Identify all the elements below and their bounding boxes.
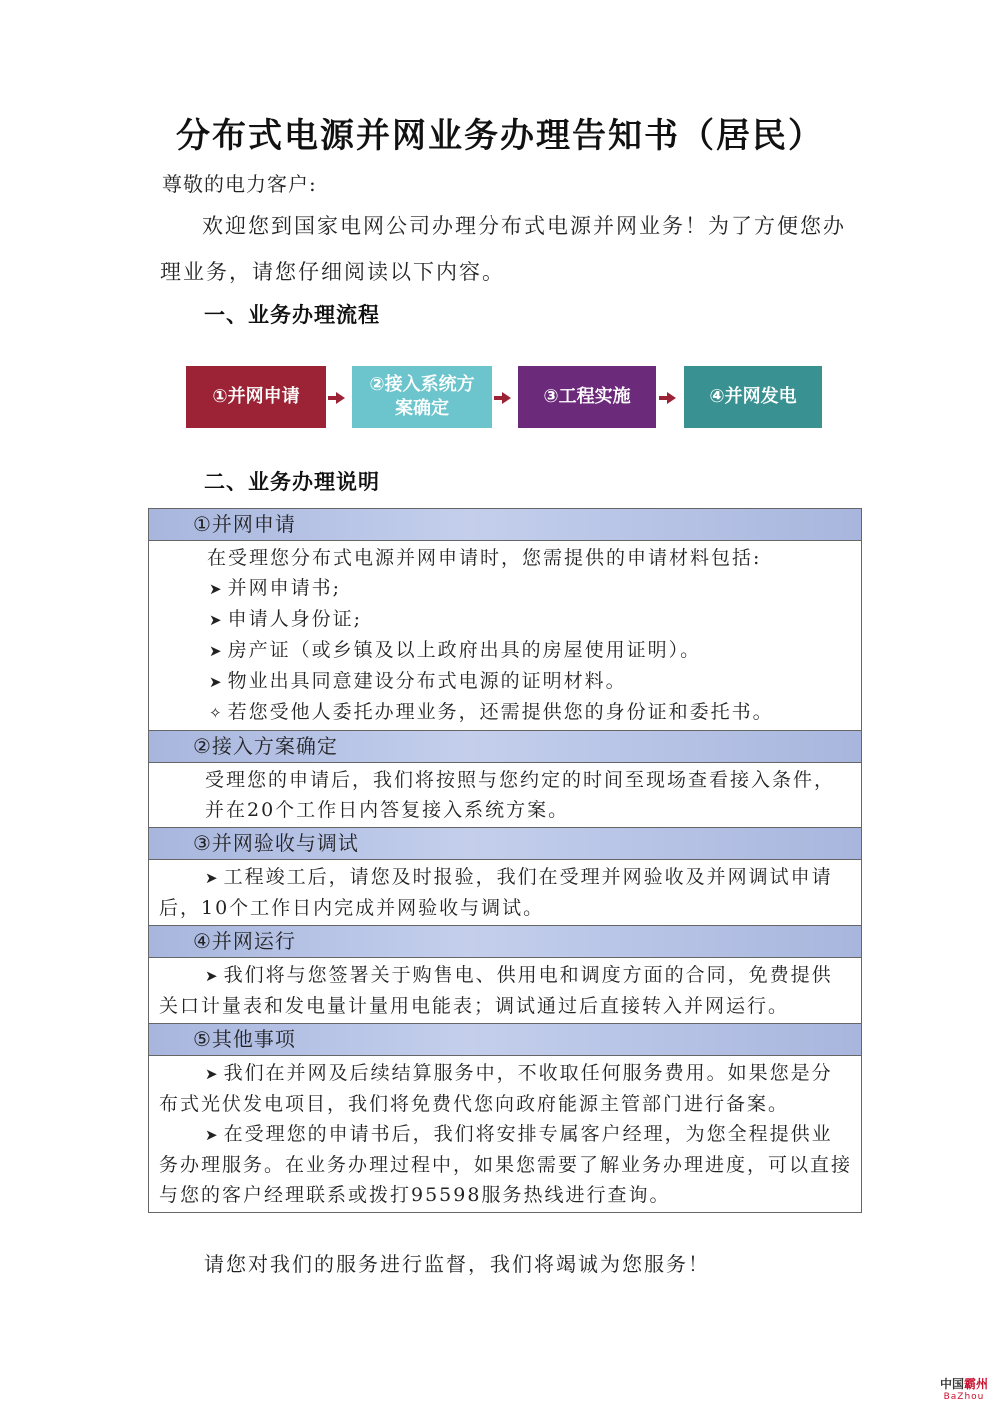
logo-en: BaZhou [943,1392,985,1402]
table-row-body [149,541,861,731]
arrow-right-icon [336,392,345,404]
table-row-heading: ①并网申请 [149,509,861,541]
arrow-bullet-icon: ➤ [209,673,224,691]
arrow-right-icon [502,392,511,404]
section-heading-process: 一、业务办理流程 [204,303,380,327]
row-text: 受理您的申请后，我们将按照与您约定的时间至现场查看接入条件，并在20个工作日内答复接入系统方案。 [205,769,836,821]
list-item: ➤ 并网申请书; [209,577,341,599]
diamond-bullet-icon: ✧ [209,704,224,722]
row-text: ➤ 我们将与您签署关于购售电、供用电和调度方面的合同，免费提供关口计量表和发电量计量用电能表；调试通过后直接转入并网运行。 [159,964,833,1017]
closing-line: 请您对我们的服务进行监督，我们将竭诚为您服务！ [204,1252,710,1276]
greeting: 尊敬的电力客户: [162,172,317,196]
arrow-right-icon [667,392,676,404]
flow-step-label: ①并网申请 [212,386,300,407]
flow-step-2 [352,366,492,428]
arrow-bullet-icon: ➤ [209,642,224,660]
table-row-body [149,860,861,926]
flow-step-label: ②接入系统方案确定 [369,374,475,419]
list-item: ➤ 物业出具同意建设分布式电源的证明材料。 [209,670,627,692]
flow-step-label: ③工程实施 [543,386,631,407]
list-item: ➤ 房产证（或乡镇及以上政府出具的房屋使用证明）。 [209,639,702,661]
materials-lead: 在受理您分布式电源并网申请时，您需提供的申请材料包括: [207,547,762,569]
row-text: ➤ 工程竣工后，请您及时报验，我们在受理并网验收及并网调试申请后，10个工作日内完成并网验收与调试。 [159,866,833,919]
section-heading-notes: 二、业务办理说明 [204,470,380,494]
list-item: ➤ 申请人身份证; [209,608,362,630]
arrow-bullet-icon: ➤ [205,1126,220,1144]
process-flow [186,366,826,428]
page-title: 分布式电源并网业务办理告知书（居民） [176,116,824,156]
table-row-heading: ⑤其他事项 [149,1024,861,1056]
row-text: ➤ 我们在并网及后续结算服务中，不收取任何服务费用。如果您是分布式光伏发电项目，我们将免费代您向政府能源主管部门进行备案。 [159,1062,833,1115]
flow-step-3 [518,366,656,428]
table-row-heading: ④并网运行 [149,926,861,958]
arrow-bullet-icon: ➤ [205,1065,220,1083]
table-row-body [149,763,861,828]
arrow-bullet-icon: ➤ [205,869,220,887]
row-text: ➤ 在受理您的申请书后，我们将安排专属客户经理，为您全程提供业务办理服务。在业务办理过程中，如果您需要了解业务办理进度，可以直接与您的客户经理联系或拨打95598服务热线进行查询。 [159,1123,853,1206]
list-item: ✧ 若您受他人委托办理业务，还需提供您的身份证和委托书。 [209,701,774,723]
flow-step-4 [684,366,822,428]
table-row-body [149,958,861,1024]
intro-paragraph: 欢迎您到国家电网公司办理分布式电源并网业务！为了方便您办理业务，请您仔细阅读以下内容。 [160,214,846,284]
arrow-bullet-icon: ➤ [209,580,224,598]
logo-cn: 中国霸州 [939,1377,988,1391]
flow-step-label: ④并网发电 [709,386,797,407]
arrow-bullet-icon: ➤ [205,967,220,985]
arrow-bullet-icon: ➤ [209,611,224,629]
table-row-heading: ③并网验收与调试 [149,828,861,860]
notes-table [148,508,862,1213]
table-row-heading: ②接入方案确定 [149,731,861,763]
table-row-body [149,1056,861,1213]
flow-step-1 [186,366,326,428]
site-logo [940,1375,988,1402]
